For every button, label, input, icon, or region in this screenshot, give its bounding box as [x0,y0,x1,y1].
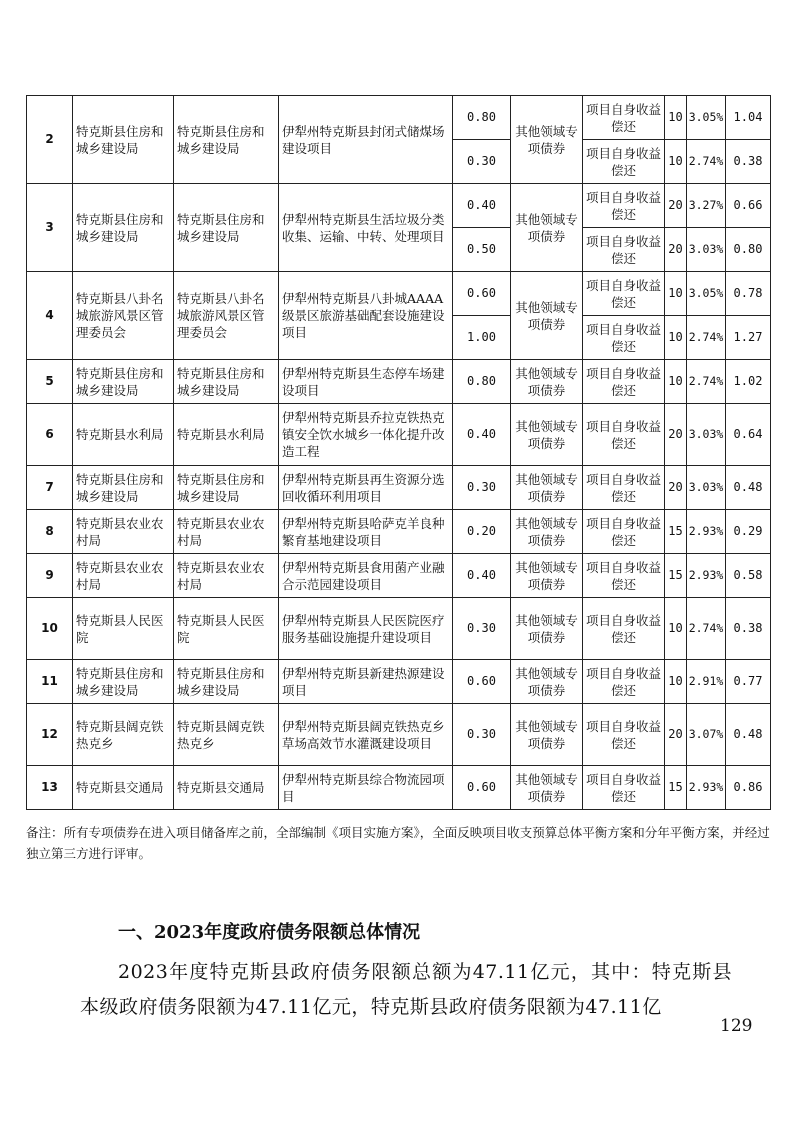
bond-term: 10 [665,360,687,404]
interest-rate: 3.27% [687,184,726,228]
repayment-source: 项目自身收益偿还 [583,360,665,404]
project-owner: 特克斯县住房和城乡建设局 [174,660,279,704]
project-number: 3 [27,184,73,272]
repayment-source: 项目自身收益偿还 [583,272,665,316]
project-number: 13 [27,766,73,810]
interest-rate: 2.93% [687,766,726,810]
bond-amount: 0.30 [453,140,511,184]
repayment-source: 项目自身收益偿还 [583,404,665,466]
bond-amount: 1.00 [453,316,511,360]
repayment-source: 项目自身收益偿还 [583,660,665,704]
project-owner: 特克斯县住房和城乡建设局 [174,360,279,404]
implementing-unit: 特克斯县水利局 [73,404,174,466]
project-owner: 特克斯县阔克铁热克乡 [174,704,279,766]
project-owner: 特克斯县八卦名城旅游风景区管理委员会 [174,272,279,360]
project-owner: 特克斯县农业农村局 [174,554,279,598]
repayment-source: 项目自身收益偿还 [583,704,665,766]
project-number: 6 [27,404,73,466]
project-name: 伊犁州特克斯县哈萨克羊良种繁育基地建设项目 [279,510,453,554]
table-row [27,360,771,404]
project-name: 伊犁州特克斯县生态停车场建设项目 [279,360,453,404]
implementing-unit: 特克斯县农业农村局 [73,554,174,598]
implementing-unit: 特克斯县住房和城乡建设局 [73,660,174,704]
table-row [27,184,771,228]
repayment-source: 项目自身收益偿还 [583,598,665,660]
bond-term: 20 [665,466,687,510]
project-number: 12 [27,704,73,766]
repayment-source: 项目自身收益偿还 [583,466,665,510]
interest-rate: 2.91% [687,660,726,704]
interest-rate: 3.03% [687,404,726,466]
bond-term: 15 [665,510,687,554]
project-number: 11 [27,660,73,704]
interest-rate: 3.05% [687,96,726,140]
project-name: 伊犁州特克斯县阔克铁热克乡草场高效节水灌溉建设项目 [279,704,453,766]
project-number: 2 [27,96,73,184]
interest-amount: 1.02 [726,360,771,404]
bond-term: 20 [665,704,687,766]
implementing-unit: 特克斯县住房和城乡建设局 [73,96,174,184]
interest-rate: 2.93% [687,554,726,598]
project-name: 伊犁州特克斯县八卦城AAAA级景区旅游基础配套设施建设项目 [279,272,453,360]
interest-amount: 0.66 [726,184,771,228]
project-owner: 特克斯县住房和城乡建设局 [174,96,279,184]
bond-term: 10 [665,660,687,704]
repayment-source: 项目自身收益偿还 [583,140,665,184]
implementing-unit: 特克斯县住房和城乡建设局 [73,360,174,404]
bond-amount: 0.50 [453,228,511,272]
repayment-source: 项目自身收益偿还 [583,96,665,140]
bond-type: 其他领域专项债券 [511,554,583,598]
table-row [27,554,771,598]
implementing-unit: 特克斯县人民医院 [73,598,174,660]
project-owner: 特克斯县住房和城乡建设局 [174,466,279,510]
repayment-source: 项目自身收益偿还 [583,766,665,810]
project-name: 伊犁州特克斯县新建热源建设项目 [279,660,453,704]
table-row [27,96,771,140]
repayment-source: 项目自身收益偿还 [583,510,665,554]
bond-type: 其他领域专项债券 [511,404,583,466]
interest-rate: 3.07% [687,704,726,766]
table-row [27,272,771,316]
bond-term: 20 [665,228,687,272]
bond-type: 其他领域专项债券 [511,96,583,184]
project-number: 7 [27,466,73,510]
project-owner: 特克斯县水利局 [174,404,279,466]
bond-amount: 0.20 [453,510,511,554]
bond-type: 其他领域专项债券 [511,184,583,272]
bond-type: 其他领域专项债券 [511,510,583,554]
project-number: 9 [27,554,73,598]
bond-amount: 0.40 [453,554,511,598]
project-name: 伊犁州特克斯县封闭式储煤场建设项目 [279,96,453,184]
bond-type: 其他领域专项债券 [511,360,583,404]
interest-amount: 0.48 [726,704,771,766]
repayment-source: 项目自身收益偿还 [583,228,665,272]
interest-amount: 0.86 [726,766,771,810]
bond-type: 其他领域专项债券 [511,660,583,704]
project-number: 10 [27,598,73,660]
project-name: 伊犁州特克斯县生活垃圾分类收集、运输、中转、处理项目 [279,184,453,272]
project-number: 4 [27,272,73,360]
interest-rate: 3.03% [687,466,726,510]
interest-rate: 2.93% [687,510,726,554]
table-row [27,766,771,810]
project-owner: 特克斯县交通局 [174,766,279,810]
bond-term: 10 [665,96,687,140]
bond-term: 10 [665,140,687,184]
interest-amount: 0.80 [726,228,771,272]
bond-type: 其他领域专项债券 [511,766,583,810]
bond-type: 其他领域专项债券 [511,704,583,766]
bond-term: 10 [665,272,687,316]
section-heading: 一、2023年度政府债务限额总体情况 [118,922,421,943]
interest-amount: 0.78 [726,272,771,316]
interest-rate: 3.05% [687,272,726,316]
project-name: 伊犁州特克斯县乔拉克铁热克镇安全饮水城乡一体化提升改造工程 [279,404,453,466]
interest-amount: 0.58 [726,554,771,598]
interest-amount: 0.64 [726,404,771,466]
bond-type: 其他领域专项债券 [511,272,583,360]
bond-term: 10 [665,598,687,660]
interest-amount: 0.38 [726,598,771,660]
bond-amount: 0.60 [453,272,511,316]
table-row [27,598,771,660]
interest-amount: 1.04 [726,96,771,140]
repayment-source: 项目自身收益偿还 [583,554,665,598]
table-row [27,404,771,466]
table-row [27,466,771,510]
implementing-unit: 特克斯县农业农村局 [73,510,174,554]
implementing-unit: 特克斯县八卦名城旅游风景区管理委员会 [73,272,174,360]
bond-amount: 0.40 [453,404,511,466]
interest-amount: 0.48 [726,466,771,510]
body-paragraph: 2023年度特克斯县政府债务限额总额为47.11亿元，其中：特克斯县本级政府债务限额为47.11亿元，特克斯县政府债务限额为47.11亿 [80,961,732,1018]
interest-amount: 0.38 [726,140,771,184]
interest-rate: 3.03% [687,228,726,272]
bond-amount: 0.30 [453,466,511,510]
bond-term: 20 [665,184,687,228]
page-number: 129 [720,1016,753,1036]
bond-amount: 0.30 [453,598,511,660]
bond-term: 20 [665,404,687,466]
bond-amount: 0.80 [453,360,511,404]
interest-amount: 1.27 [726,316,771,360]
implementing-unit: 特克斯县交通局 [73,766,174,810]
bond-term: 15 [665,766,687,810]
bond-term: 15 [665,554,687,598]
bond-amount: 0.60 [453,660,511,704]
implementing-unit: 特克斯县住房和城乡建设局 [73,184,174,272]
project-number: 8 [27,510,73,554]
project-name: 伊犁州特克斯县食用菌产业融合示范园建设项目 [279,554,453,598]
interest-rate: 2.74% [687,360,726,404]
interest-amount: 0.29 [726,510,771,554]
project-name: 伊犁州特克斯县人民医院医疗服务基础设施提升建设项目 [279,598,453,660]
project-table [26,95,771,810]
bond-type: 其他领域专项债券 [511,466,583,510]
project-owner: 特克斯县人民医院 [174,598,279,660]
repayment-source: 项目自身收益偿还 [583,184,665,228]
project-owner: 特克斯县住房和城乡建设局 [174,184,279,272]
table-row [27,510,771,554]
implementing-unit: 特克斯县阔克铁热克乡 [73,704,174,766]
bond-term: 10 [665,316,687,360]
project-number: 5 [27,360,73,404]
bond-type: 其他领域专项债券 [511,598,583,660]
interest-rate: 2.74% [687,316,726,360]
interest-rate: 2.74% [687,140,726,184]
table-row [27,660,771,704]
project-name: 伊犁州特克斯县再生资源分选回收循环利用项目 [279,466,453,510]
bond-amount: 0.80 [453,96,511,140]
bond-amount: 0.40 [453,184,511,228]
bond-amount: 0.30 [453,704,511,766]
interest-amount: 0.77 [726,660,771,704]
interest-rate: 2.74% [687,598,726,660]
project-name: 伊犁州特克斯县综合物流园项目 [279,766,453,810]
implementing-unit: 特克斯县住房和城乡建设局 [73,466,174,510]
table-row [27,704,771,766]
bond-amount: 0.60 [453,766,511,810]
repayment-source: 项目自身收益偿还 [583,316,665,360]
table-note: 备注：所有专项债券在进入项目储备库之前，全部编制《项目实施方案》，全面反映项目收支预算总体平衡方案和分年平衡方案，并经过独立第三方进行评审。 [26,825,770,861]
project-owner: 特克斯县农业农村局 [174,510,279,554]
